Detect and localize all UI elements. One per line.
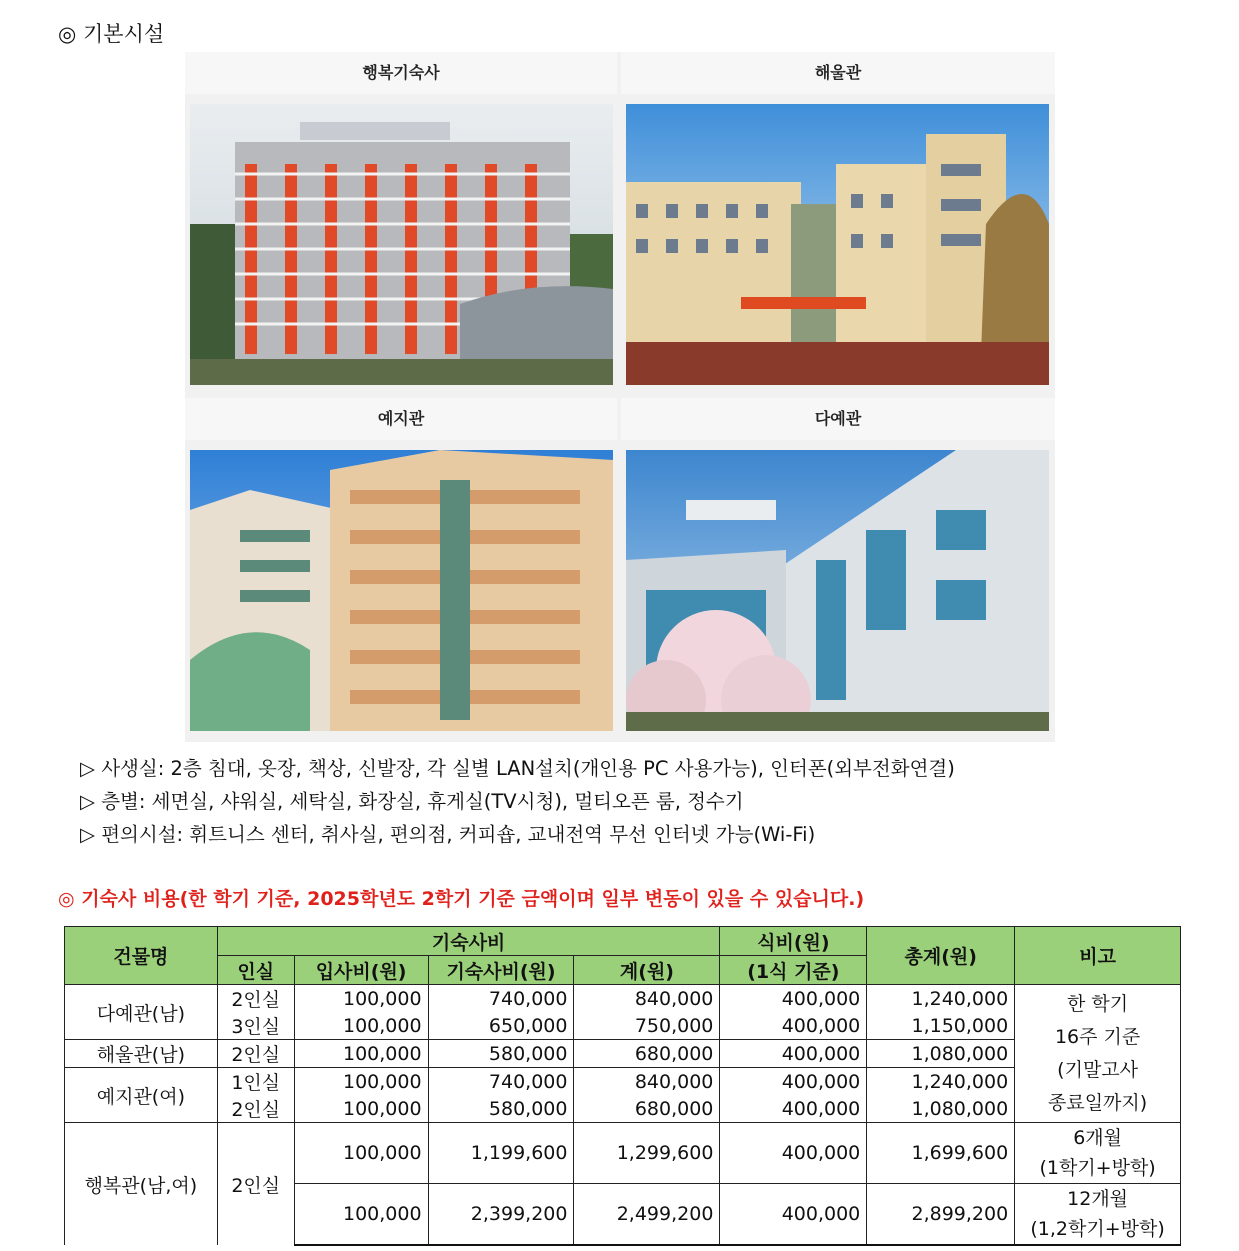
cell-room: 2인실: [217, 1040, 294, 1068]
cell-meal: 400,000: [720, 1068, 867, 1096]
photo-daye: [626, 450, 1049, 731]
cell-subtotal: 680,000: [574, 1095, 720, 1123]
cell-subtotal: 680,000: [574, 1040, 720, 1068]
facility-item-amenities: ▷ 편의시설: 휘트니스 센터, 취사실, 편의점, 커피숍, 교내전역 무선 인터넷 가능(Wi-Fi): [80, 823, 816, 846]
caption-yeji: 예지관: [185, 398, 617, 440]
cell-note-semester: [1015, 985, 1181, 1123]
cell-fee: 1,199,600: [428, 1123, 574, 1184]
header-meal-basis: (1식 기준): [720, 956, 867, 985]
table-row: [65, 1012, 1181, 1040]
cell-fee: 580,000: [428, 1095, 574, 1123]
cell-building: 해울관(남): [65, 1040, 218, 1068]
caption-haeul: 해울관: [621, 52, 1055, 94]
cell-total: 1,240,000: [867, 985, 1015, 1013]
cell-admission: 100,000: [294, 1068, 428, 1096]
cell-total: 1,080,000: [867, 1095, 1015, 1123]
note-line: 6개월: [1073, 1127, 1122, 1149]
photo-yeji: [190, 450, 613, 731]
note-line: 종료일까지): [1048, 1091, 1148, 1114]
cell-meal: 400,000: [720, 1040, 867, 1068]
cell-building: 예지관(여): [65, 1068, 218, 1123]
section-title: ◎ 기본시설: [58, 22, 165, 46]
header-admission: 입사비(원): [294, 956, 428, 985]
header-total: 총계(원): [867, 927, 1015, 985]
header-meal: 식비(원): [720, 927, 867, 956]
cell-room: 3인실: [217, 1012, 294, 1040]
cell-total: 1,150,000: [867, 1012, 1015, 1040]
header-note: 비고: [1015, 927, 1181, 985]
table-row: [65, 1068, 1181, 1096]
table-row: [65, 985, 1181, 1013]
cell-total: 1,240,000: [867, 1068, 1015, 1096]
cell-building: 다예관(남): [65, 985, 218, 1040]
cell-meal: 400,000: [720, 1184, 867, 1246]
cell-fee: 740,000: [428, 1068, 574, 1096]
photo-haeul: [626, 104, 1049, 385]
table-row: [65, 1095, 1181, 1123]
cell-fee: 650,000: [428, 1012, 574, 1040]
table-row: [65, 1040, 1181, 1068]
cell-note-twelve-month: [1015, 1184, 1181, 1246]
caption-daye: 다예관: [621, 398, 1055, 440]
cell-room: 2인실: [217, 1095, 294, 1123]
cell-subtotal: 2,499,200: [574, 1184, 720, 1246]
cell-total: 2,899,200: [867, 1184, 1015, 1246]
cell-subtotal: 840,000: [574, 985, 720, 1013]
photo-happy-dorm: [190, 104, 613, 385]
facility-item-room: ▷ 사생실: 2층 침대, 옷장, 책상, 신발장, 각 실별 LAN설치(개인용 PC 사용가능), 인터폰(외부전화연결): [80, 757, 955, 780]
note-line: 16주 기준: [1054, 1025, 1141, 1048]
building-gallery: [185, 52, 1055, 742]
cell-room: 2인실: [217, 1123, 294, 1246]
cell-subtotal: 840,000: [574, 1068, 720, 1096]
note-line: 12개월: [1067, 1188, 1129, 1210]
cell-admission: 100,000: [294, 1040, 428, 1068]
table-row: [65, 1123, 1181, 1184]
header-dorm-fee-group: 기숙사비: [217, 927, 720, 956]
note-line: (1학기+방학): [1039, 1157, 1156, 1179]
header-room: 인실: [217, 956, 294, 985]
cell-subtotal: 750,000: [574, 1012, 720, 1040]
cell-admission: 100,000: [294, 1095, 428, 1123]
cell-admission: 100,000: [294, 1123, 428, 1184]
header-dorm-fee: 기숙사비(원): [428, 956, 574, 985]
cell-meal: 400,000: [720, 1123, 867, 1184]
cell-subtotal: 1,299,600: [574, 1123, 720, 1184]
note-line: (기말고사: [1057, 1058, 1139, 1081]
cell-meal: 400,000: [720, 1012, 867, 1040]
cell-building: 행복관(남,여): [65, 1123, 218, 1246]
cell-meal: 400,000: [720, 985, 867, 1013]
note-line: (1,2학기+방학): [1030, 1218, 1165, 1240]
cell-admission: 100,000: [294, 1184, 428, 1246]
caption-happy-dorm: 행복기숙사: [185, 52, 617, 94]
cell-fee: 580,000: [428, 1040, 574, 1068]
header-subtotal: 계(원): [574, 956, 720, 985]
cell-room: 1인실: [217, 1068, 294, 1096]
cell-meal: 400,000: [720, 1095, 867, 1123]
dorm-cost-table: [64, 926, 1181, 1246]
cell-fee: 2,399,200: [428, 1184, 574, 1246]
cell-room: 2인실: [217, 985, 294, 1013]
facility-list: [80, 752, 955, 851]
cell-total: 1,080,000: [867, 1040, 1015, 1068]
cost-section-title: ◎ 기숙사 비용(한 학기 기준, 2025학년도 2학기 기준 금액이며 일부 변동이 있을 수 있습니다.): [58, 888, 865, 910]
cell-admission: 100,000: [294, 985, 428, 1013]
cell-fee: 740,000: [428, 985, 574, 1013]
cell-admission: 100,000: [294, 1012, 428, 1040]
note-line: 한 학기: [1067, 992, 1129, 1015]
facility-item-floor: ▷ 층별: 세면실, 샤워실, 세탁실, 화장실, 휴게실(TV시청), 멀티오픈 룸, 정수기: [80, 790, 744, 813]
header-building: 건물명: [65, 927, 218, 985]
cell-note-six-month: [1015, 1123, 1181, 1184]
cell-total: 1,699,600: [867, 1123, 1015, 1184]
